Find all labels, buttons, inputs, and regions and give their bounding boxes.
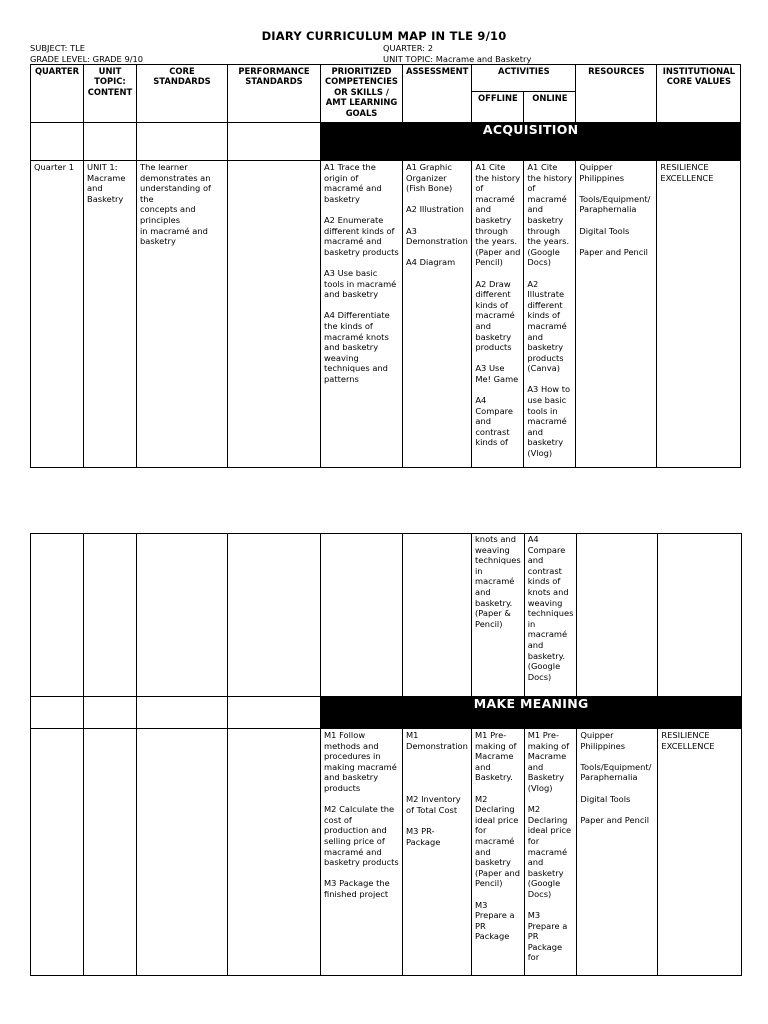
- competency-item: A3 Use basic tools in macramé and basketry: [324, 267, 397, 300]
- offline-activity: M1 Pre- making of Macrame and Basketry.: [475, 730, 517, 783]
- resource-item: Tools/Equipment/ Paraphernalia: [579, 193, 651, 215]
- cont-online-cell: A4 Compare and contrast kinds of knots and weaving techniques in macramé and basketry. (Google Docs): [524, 534, 577, 697]
- acq-performance-standard-cell: [228, 161, 321, 468]
- core-value: EXCELLENCE: [660, 172, 714, 183]
- acq-assessment-cell: [403, 161, 472, 468]
- mm-online-cell: [524, 729, 577, 976]
- offline-activity: M3 Prepare a PR Package: [475, 899, 515, 942]
- acq-offline-cell: [472, 161, 524, 468]
- acq-quarter-cell: Quarter 1: [31, 161, 84, 468]
- make-meaning-band: [321, 697, 742, 729]
- resource-item: Quipper Philippines: [580, 730, 626, 751]
- mm-resources-cell: [577, 729, 658, 976]
- acq-core-standard-cell: [137, 161, 228, 468]
- header-quarter: QUARTER: [31, 65, 84, 123]
- assessment-item: M3 PR- Package: [406, 825, 441, 847]
- offline-activity: A4 Compare and contrast kinds of: [475, 395, 513, 448]
- header-activities: ACTIVITIES: [472, 65, 576, 92]
- online-activity: M3 Prepare a PR Package for: [527, 910, 568, 963]
- acquisition-band-label: ACQUISITION: [482, 122, 579, 137]
- acq-competencies-cell: [321, 161, 403, 468]
- online-activity: A2 Illustrate different kinds of macramé and basketry products (Canva): [527, 278, 567, 374]
- offline-activity: A1 Cite the history of macramé and basketry through the years. (Paper and Pencil): [475, 162, 521, 268]
- offline-activity: A2 Draw different kinds of macramé and basketry products: [475, 278, 515, 353]
- header-online: ONLINE: [524, 92, 576, 123]
- competency-item: A1 Trace the origin of macramé and basketry: [324, 162, 382, 204]
- acq-resources-cell: [576, 161, 657, 468]
- mm-competencies-cell: [321, 729, 403, 976]
- online-activity: M2 Declaring ideal price for macramé and basketry (Google Docs): [527, 804, 572, 899]
- core-standard-line: The learner demonstrates an understanding of the: [140, 162, 211, 204]
- header-performance-standards: PERFORMANCE STANDARDS: [228, 65, 321, 123]
- make-meaning-band-label: MAKE MEANING: [473, 696, 589, 711]
- acquisition-band: [321, 123, 741, 161]
- mm-offline-cell: [472, 729, 525, 976]
- resource-item: Tools/Equipment/ Paraphernalia: [580, 761, 652, 783]
- header-core-values: INSTITUTIONAL CORE VALUES: [657, 65, 741, 123]
- acq-unit-cell: UNIT 1: Macrame and Basketry: [84, 161, 137, 468]
- header-competencies: PRIORITIZED COMPETENCIES OR SKILLS / AMT LEARNING GOALS: [321, 65, 403, 123]
- header-core-standards: CORE STANDARDS: [137, 65, 228, 123]
- cont-offline-cell: knots and weaving techniques in macramé and basketry. (Paper & Pencil): [472, 534, 525, 697]
- core-value: EXCELLENCE: [661, 740, 715, 751]
- online-activity: A1 Cite the history of macramé and basketry through the years. (Google Docs): [527, 162, 573, 268]
- online-activity: M1 Pre- making of Macrame and Basketry (Vlog): [527, 730, 570, 793]
- assessment-item: A2 Illustration: [406, 204, 464, 215]
- online-activity: A3 How to use basic tools in macramé and basketry (Vlog): [527, 384, 571, 459]
- acq-online-cell: [524, 161, 576, 468]
- competency-item: A4 Differentiate the kinds of macramé knots and basketry weaving techniques and patterns: [324, 310, 390, 384]
- page-title: DIARY CURRICULUM MAP IN TLE 9/10: [261, 29, 507, 43]
- resource-item: Paper and Pencil: [580, 814, 650, 825]
- offline-activity: M2 Declaring ideal price for macramé and basketry (Paper and Pencil): [475, 793, 520, 889]
- resource-item: Paper and Pencil: [579, 246, 648, 257]
- header-resources: RESOURCES: [576, 65, 657, 123]
- subject-label: SUBJECT: TLE: [30, 43, 86, 53]
- mm-assessment-cell: [403, 729, 472, 976]
- competency-item: M3 Package the finished project: [324, 878, 390, 899]
- assessment-item: M1 Demonstration: [406, 730, 468, 751]
- resource-item: Digital Tools: [579, 225, 630, 236]
- assessment-item: A3 Demonstration: [406, 225, 468, 247]
- assessment-item: A1 Graphic Organizer (Fish Bone): [406, 162, 453, 194]
- assessment-item: A4 Diagram: [406, 257, 456, 268]
- core-standard-line: in macramé and basketry: [140, 225, 208, 247]
- header-unit-topic: UNIT TOPIC: CONTENT: [84, 65, 137, 123]
- header-assessment: ASSESSMENT: [403, 65, 472, 123]
- core-value: RESILIENCE: [660, 162, 709, 172]
- core-standard-line: concepts and principles: [140, 204, 196, 225]
- acq-values-cell: [657, 161, 741, 468]
- competency-item: M2 Calculate the cost of production and selling price of macramé and basketry products: [324, 804, 399, 868]
- offline-activity: A3 Use Me! Game: [475, 363, 519, 384]
- curriculum-table-page-2: [30, 533, 742, 976]
- quarter-label: QUARTER: 2: [383, 43, 433, 53]
- header-offline: OFFLINE: [472, 92, 524, 123]
- assessment-item: M2 Inventory of Total Cost: [406, 794, 461, 815]
- competency-item: A2 Enumerate different kinds of macramé and basketry products: [324, 214, 399, 257]
- unit-topic-label: UNIT TOPIC: Macrame and Basketry: [383, 54, 532, 64]
- grade-level-label: GRADE LEVEL: GRADE 9/10: [30, 54, 144, 64]
- mm-values-cell: [658, 729, 742, 976]
- competency-item: M1 Follow methods and procedures in making macramé and basketry products: [324, 730, 397, 793]
- resource-item: Quipper Philippines: [579, 162, 625, 183]
- curriculum-table-page-1: [30, 64, 741, 468]
- resource-item: Digital Tools: [580, 793, 631, 804]
- core-value: RESILIENCE: [661, 730, 710, 740]
